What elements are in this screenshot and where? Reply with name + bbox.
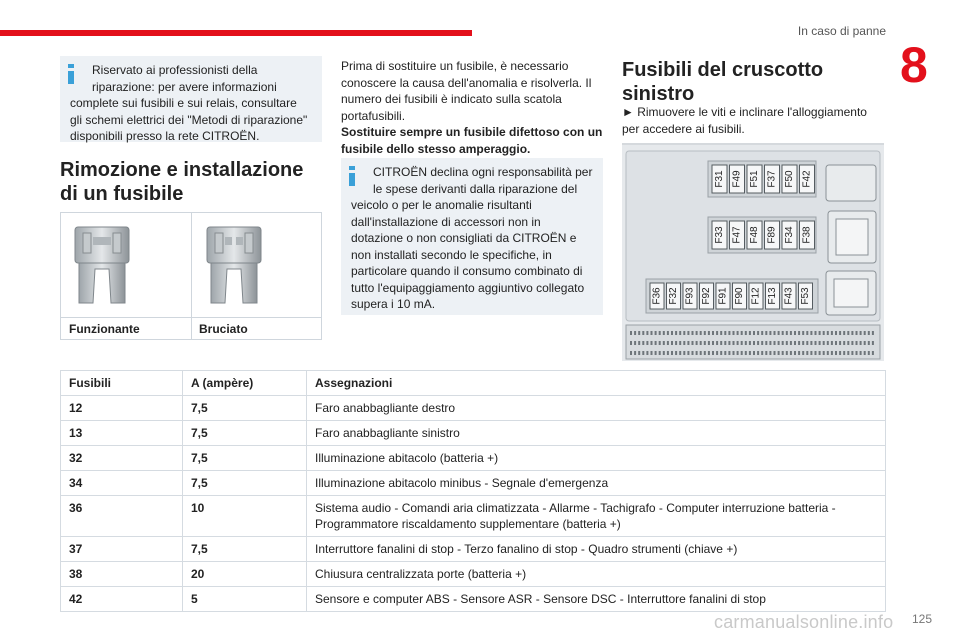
- note-line: le spese derivanti dalla riparazione del: [373, 181, 578, 196]
- note-text: veicolo o per le anomalie risultanti dall'installazione di accessori non in dotazione o non consigliati da CITROËN e non installati secondo le specifiche, in particolare quando il consumo combinato di tutto l'equipaggiamento aggiuntivo collegato supera i 10 mA.: [351, 198, 585, 311]
- cell-fuse: 12: [61, 396, 183, 420]
- table-row: [61, 421, 885, 446]
- fuse-box-diagram: [622, 143, 884, 361]
- cell-assignment: Chiusura centralizzata porte (batteria +): [315, 567, 527, 581]
- heading-dashboard-fuses: Fusibili del cruscotto sinistro: [622, 59, 824, 105]
- info-icon: [349, 166, 355, 186]
- fuse-blown-label: Bruciato: [199, 322, 248, 336]
- fuse-slot-label: F12: [750, 287, 762, 305]
- header-accent-bar: [0, 30, 472, 36]
- note-line: Riservato ai professionisti della: [92, 63, 258, 77]
- table-row: [61, 537, 885, 562]
- table-header-row: [61, 371, 885, 396]
- fuse-ok-image: [71, 223, 133, 309]
- fuse-slot-label: F34: [784, 226, 795, 244]
- fuse-box-drawing: [622, 145, 884, 361]
- fuse-slot-label: F51: [749, 170, 760, 188]
- cell-fuse: 36: [61, 496, 183, 536]
- info-note-professionals: [60, 56, 322, 142]
- fuse-instructions: [341, 58, 603, 157]
- cell-assignment: Faro anabbagliante sinistro: [315, 426, 460, 440]
- fuse-slot-label: F33: [714, 226, 725, 244]
- column-header-amperage: A (ampère): [183, 371, 307, 395]
- cell-amperage: 20: [183, 562, 307, 586]
- table-row: [61, 446, 885, 471]
- column-header-fuse: Fusibili: [61, 371, 183, 395]
- cell-assignment: Faro anabbagliante destro: [315, 401, 456, 415]
- fuse-slot-label: F89: [766, 226, 778, 244]
- fuse-blown-image: [203, 223, 265, 309]
- table-row: [61, 496, 885, 537]
- fuse-state-table: [60, 212, 322, 340]
- cell-amperage: 7,5: [183, 396, 307, 420]
- fuse-slot-label: F53: [800, 287, 811, 305]
- cell-amperage: 7,5: [183, 421, 307, 445]
- cell-assignment: Illuminazione abitacolo (batteria +): [315, 451, 499, 465]
- cell-amperage: 7,5: [183, 471, 307, 495]
- cell-fuse: 37: [61, 537, 183, 561]
- fuse-slot-label: F43: [783, 287, 795, 305]
- fuse-slot-label: F42: [801, 170, 813, 188]
- table-row: [61, 562, 885, 587]
- instructions-bold: Sostituire sempre un fusibile difettoso con un fusibile dello stesso amperaggio.: [341, 125, 603, 156]
- cell-amperage: 7,5: [183, 537, 307, 561]
- fuse-slot-label: F37: [766, 170, 778, 188]
- watermark-text: carmanualsonline.info: [714, 612, 894, 632]
- fuse-slot-label: F91: [717, 287, 729, 305]
- note-text: complete sui fusibili e sui relais, consultare gli schemi elettrici dei "Metodi di riparazione" disponibili presso la rete CITROËN.: [70, 96, 308, 143]
- cell-assignment: Sistema audio - Comandi aria climatizzata - Allarme - Tachigrafo - Computer interruzione batteria - Programmatore riscaldamento supplementare (batteria +): [315, 501, 836, 531]
- cell-fuse: 42: [61, 587, 183, 611]
- info-note-liability: [341, 158, 603, 315]
- instruction-text: ► Rimuovere le viti e inclinare l'alloggiamento per accedere ai fusibili.: [622, 105, 867, 136]
- cell-assignment: Illuminazione abitacolo minibus - Segnale d'emergenza: [315, 476, 609, 490]
- fuse-slot-label: F50: [784, 170, 795, 188]
- page-number: 125: [912, 612, 933, 626]
- fuse-slot-label: F48: [749, 226, 760, 244]
- fuse-slot-label: F38: [801, 226, 813, 244]
- column-header-assignment: Assegnazioni: [315, 376, 393, 390]
- note-line: CITROËN declina ogni responsabilità per: [373, 165, 593, 179]
- cell-fuse: 32: [61, 446, 183, 470]
- cell-fuse: 38: [61, 562, 183, 586]
- table-row: [61, 587, 885, 611]
- fuse-slot-label: F13: [767, 287, 778, 305]
- table-row: [61, 471, 885, 496]
- heading-fuse-removal: Rimozione e installazione di un fusibile: [60, 159, 304, 205]
- fuse-assignment-table: [60, 370, 886, 612]
- cell-amperage: 7,5: [183, 446, 307, 470]
- fuse-slot-label: F36: [651, 287, 663, 305]
- fuse-slot-label: F49: [731, 170, 743, 188]
- cell-amperage: 5: [183, 587, 307, 611]
- note-line: riparazione: per avere informazioni: [92, 79, 277, 94]
- table-row: [61, 396, 885, 421]
- cell-fuse: 34: [61, 471, 183, 495]
- fuse-slot-label: F32: [668, 287, 679, 305]
- chapter-number: 8: [900, 37, 928, 93]
- section-title: In caso di panne: [797, 24, 886, 38]
- fuse-ok-label: Funzionante: [69, 322, 140, 336]
- fuse-slot-label: F92: [701, 287, 712, 305]
- info-icon: [68, 64, 74, 84]
- fuse-slot-label: F47: [731, 226, 743, 244]
- fuse-slot-label: F93: [684, 287, 696, 305]
- cell-assignment: Interruttore fanalini di stop - Terzo fanalino di stop - Quadro strumenti (chiave +): [315, 542, 738, 556]
- fuse-slot-label: F31: [714, 170, 725, 188]
- fuse-slot-label: F90: [734, 287, 745, 305]
- cell-fuse: 13: [61, 421, 183, 445]
- cell-assignment: Sensore e computer ABS - Sensore ASR - Sensore DSC - Interruttore fanalini di stop: [315, 592, 766, 606]
- cell-amperage: 10: [183, 496, 307, 536]
- instructions-paragraph: Prima di sostituire un fusibile, è necessario conoscere la causa dell'anomalia e risolverla. Il numero dei fusibili è indicato sulla scatola portafusibili.: [341, 59, 592, 123]
